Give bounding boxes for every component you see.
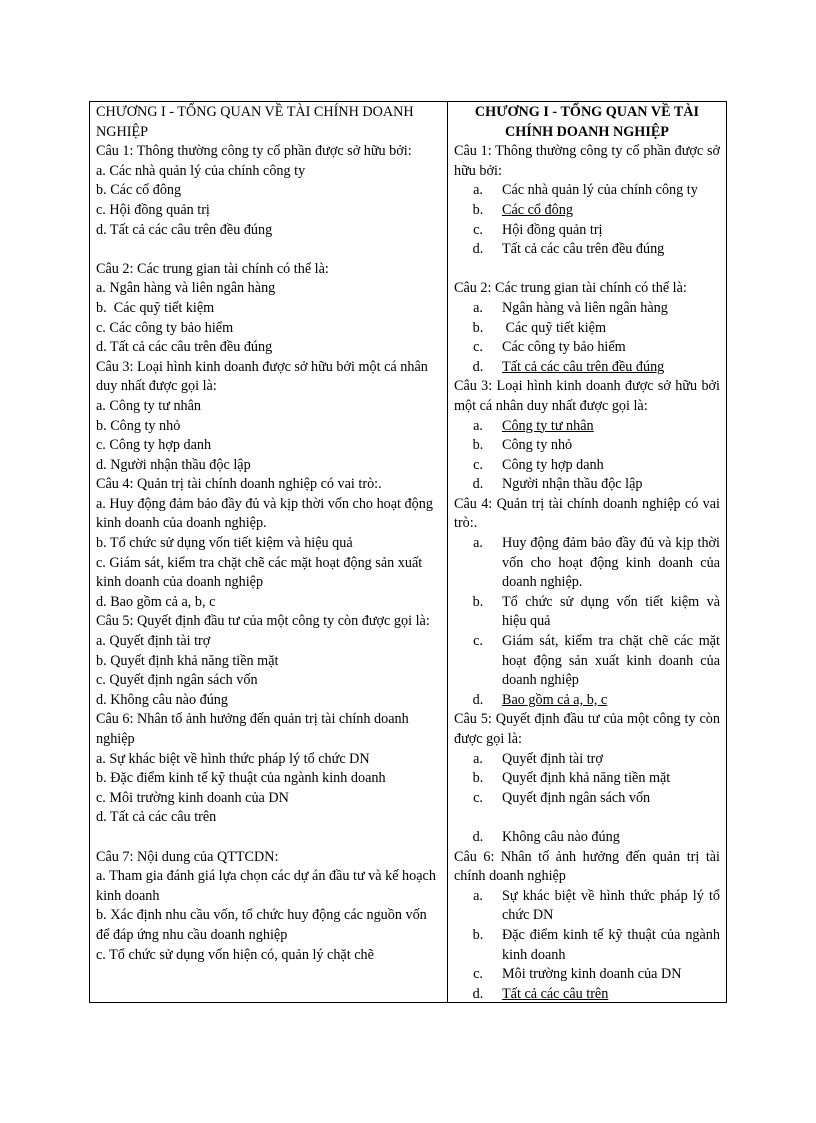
option-1b: b. Các cổ đông [96,182,182,199]
option-4a [454,534,720,593]
option-letter: c. [473,339,483,356]
option-text: Công ty nhỏ [502,437,573,454]
option-1d [454,240,720,260]
option-7a: a. Tham gia đánh giá lựa chọn các dự án đầu tư và kế hoạch kinh doanh [96,868,436,904]
option-letter: c. [473,789,483,806]
option-5c [454,789,720,809]
option-letter: a. [473,887,483,904]
question-3: Câu 3: Loại hình kinh doanh được sở hữu bởi một cá nhân duy nhất được gọi là: [96,358,428,395]
option-6a [454,887,720,926]
chapter-title-answer: CHƯƠNG I - TỔNG QUAN VỀ TÀI CHÍNH DOANH NGHIỆP [474,104,700,140]
option-7b: b. Xác định nhu cầu vốn, tổ chức huy động các nguồn vốn để đáp ứng nhu cầu doanh nghiệp [96,907,427,943]
question-7: Câu 7: Nội dung của QTTCDN: [96,848,279,865]
option-letter: b. [472,437,484,454]
option-4a: a. Huy động đảm bảo đầy đủ và kịp thời vốn cho hoạt động kinh doanh của doanh nghiệp. [96,495,433,532]
question-4: Câu 4: Quản trị tài chính doanh nghiệp có vai trò:. [96,476,382,493]
option-text: Huy động đảm bảo đầy đủ và kịp thời vốn cho hoạt động kinh doanh của doanh nghiệp. [502,535,720,591]
question-2: Câu 2: Các trung gian tài chính có thể là: [454,280,687,297]
option-letter: a. [473,750,483,767]
option-text: Không câu nào đúng [502,828,620,845]
option-5d: d. Không câu nào đúng [96,691,228,708]
option-6a: a. Sự khác biệt về hình thức pháp lý tổ chức DN [96,750,370,767]
correct-answer: Tất cả các câu trên đều đúng [502,358,665,375]
spacer [96,828,442,848]
option-3a [454,417,720,437]
option-text: Quyết định tài trợ [502,750,603,767]
option-2d: d. Tất cả các câu trên đều đúng [96,339,273,356]
question-6: Câu 6: Nhân tố ảnh hưởng đến quản trị tài chính doanh nghiệp [454,848,720,885]
option-1c [454,221,720,241]
option-text: Tất cả các câu trên đều đúng [502,241,665,258]
option-2c: c. Các công ty bảo hiểm [96,319,234,336]
question-5: Câu 5: Quyết định đầu tư của một công ty còn được gọi là: [454,711,720,747]
option-6d [454,985,720,1002]
option-letter: c. [473,456,483,473]
option-letter: b. [472,319,484,336]
option-text: Môi trường kinh doanh của DN [502,966,682,983]
option-text: Quyết định ngân sách vốn [502,789,651,806]
option-7c: c. Tổ chức sử dụng vốn hiện có, quản lý chặt chẽ [96,946,374,963]
option-letter: d. [472,358,484,375]
option-text: Người nhận thầu độc lập [502,476,643,493]
option-6b [454,926,720,965]
option-text: Công ty hợp danh [502,456,604,473]
question-1: Câu 1: Thông thường công ty cổ phần được sở hữu bởi: [96,143,412,160]
option-3b: b. Công ty nhỏ [96,417,181,434]
right-column [448,102,726,1002]
option-letter: b. [472,926,484,943]
question-5: Câu 5: Quyết định đầu tư của một công ty còn được gọi là: [96,613,430,630]
question-4: Câu 4: Quản trị tài chính doanh nghiệp có vai trò:. [454,495,720,532]
option-4d [454,691,720,711]
option-text: Giám sát, kiểm tra chặt chẽ các mặt hoạt động sản xuất kinh doanh của doanh nghiệp [502,633,720,689]
spacer [96,240,442,260]
option-5a: a. Quyết định tài trợ [96,633,211,650]
option-text: Hội đồng quản trị [502,221,603,238]
option-3c [454,456,720,476]
option-3c: c. Công ty hợp danh [96,437,212,454]
option-text: Ngân hàng và liên ngân hàng [502,299,668,316]
option-4b [454,593,720,632]
option-1a: a. Các nhà quản lý của chính công ty [96,162,306,179]
correct-answer: Các cổ đông [502,201,573,218]
option-letter: d. [472,241,484,258]
option-2b [454,319,720,339]
option-6c: c. Môi trường kinh doanh của DN [96,789,289,806]
option-letter: d. [472,828,484,845]
spacer [454,260,720,280]
quiz-table [89,101,727,1003]
option-letter: d. [472,691,484,708]
option-text: Các nhà quản lý của chính công ty [502,182,698,199]
option-text: Quyết định khả năng tiền mặt [502,770,671,787]
option-5b [454,769,720,789]
option-1b [454,201,720,221]
question-2: Câu 2: Các trung gian tài chính có thể là: [96,260,329,277]
option-1c: c. Hội đồng quản trị [96,201,210,218]
option-6d: d. Tất cả các câu trên [96,809,217,826]
option-6b: b. Đặc điểm kinh tế kỹ thuật của ngành kinh doanh [96,770,386,787]
option-6c [454,965,720,985]
option-letter: a. [473,417,483,434]
option-3a: a. Công ty tư nhân [96,397,202,414]
option-letter: a. [473,535,483,552]
chapter-title: CHƯƠNG I - TỔNG QUAN VỀ TÀI CHÍNH DOANH NGHIỆP [96,104,414,140]
option-letter: a. [473,299,483,316]
left-column [90,102,448,1002]
option-4d: d. Bao gồm cả a, b, c [96,593,216,610]
option-2a: a. Ngân hàng và liên ngân hàng [96,280,276,297]
option-text: Đặc điểm kinh tế kỹ thuật của ngành kinh doanh [502,926,720,963]
option-5d [454,828,720,848]
option-2d [454,358,720,378]
option-text: Sự khác biệt về hình thức pháp lý tổ chức DN [502,887,720,924]
option-5c: c. Quyết định ngân sách vốn [96,672,258,689]
option-4c: c. Giám sát, kiểm tra chặt chẽ các mặt hoạt động sản xuất kinh doanh của doanh nghiệp [96,554,423,591]
option-text: Các quỹ tiết kiệm [502,319,607,336]
option-letter: d. [472,476,484,493]
question-1: Câu 1: Thông thường công ty cổ phần được sở hữu bởi: [454,143,720,179]
option-letter: b. [472,593,484,610]
option-5a [454,750,720,770]
option-letter: c. [473,966,483,983]
option-2a [454,299,720,319]
option-letter: c. [473,221,483,238]
option-3d: d. Người nhận thầu độc lập [96,456,251,473]
option-1a [454,181,720,201]
option-letter: a. [473,182,483,199]
option-letter: d. [472,985,484,1002]
correct-answer: Bao gồm cả a, b, c [502,691,608,708]
option-letter: b. [472,770,484,787]
option-4c [454,632,720,691]
option-3d [454,475,720,495]
spacer [454,808,720,828]
option-text: Các công ty bảo hiểm [502,339,626,356]
option-text: Tổ chức sử dụng vốn tiết kiệm và hiệu quả [502,593,720,630]
option-4b: b. Tổ chức sử dụng vốn tiết kiệm và hiệu quả [96,535,353,552]
option-2c [454,338,720,358]
option-1d: d. Tất cả các câu trên đều đúng [96,221,273,238]
option-3b [454,436,720,456]
option-letter: b. [472,201,484,218]
question-6: Câu 6: Nhân tố ảnh hưởng đến quản trị tài chính doanh nghiệp [96,711,409,747]
option-letter: c. [473,633,483,650]
correct-answer: Tất cả các câu trên [502,985,609,1002]
option-5b: b. Quyết định khả năng tiền mặt [96,652,279,669]
correct-answer: Công ty tư nhân [502,417,594,434]
question-3: Câu 3: Loại hình kinh doanh được sở hữu bởi một cá nhân duy nhất được gọi là: [454,378,720,414]
option-2b: b. Các quỹ tiết kiệm [96,299,215,316]
